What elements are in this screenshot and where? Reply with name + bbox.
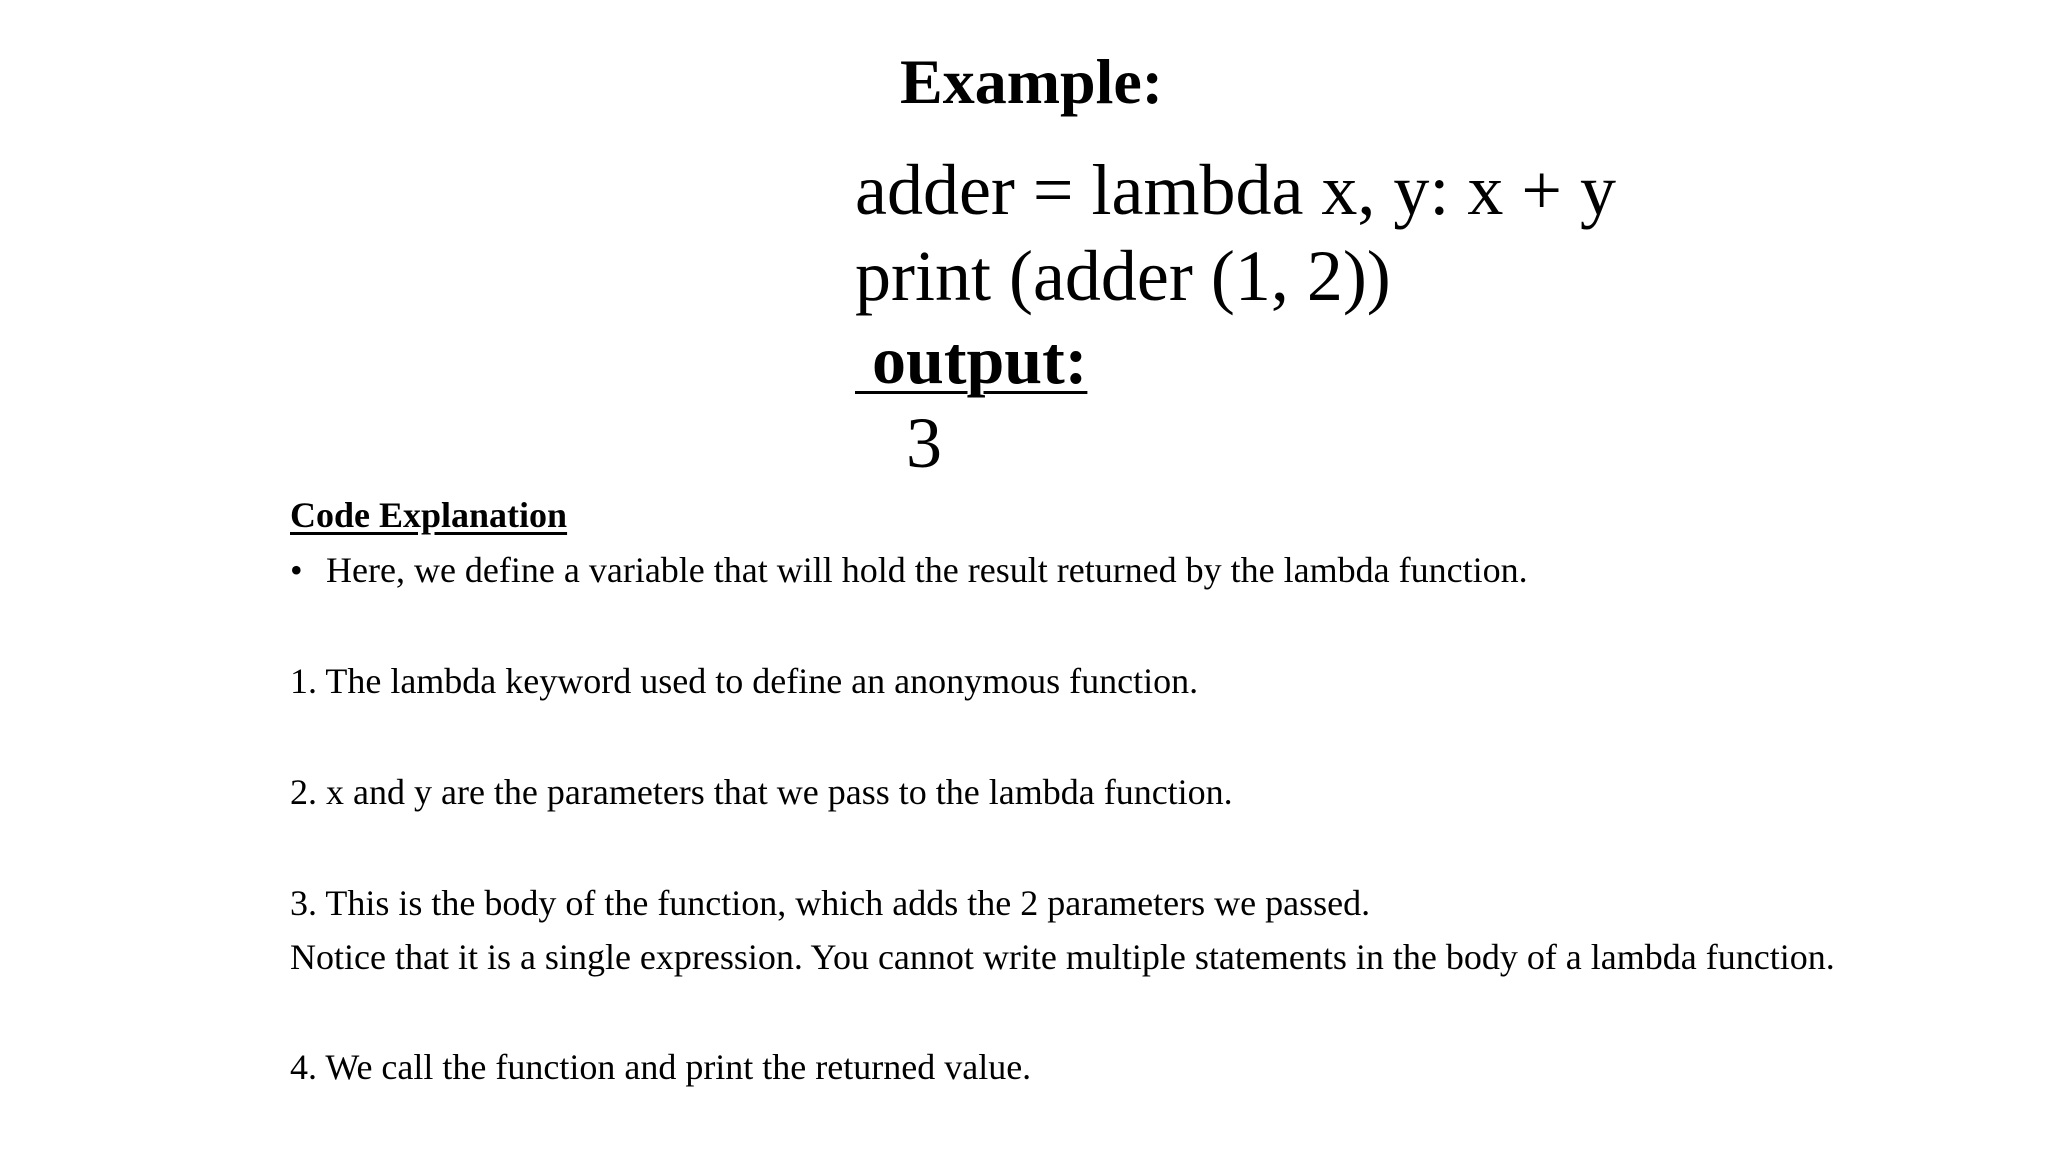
output-label: output: (855, 322, 1088, 398)
explanation-item-3: 3. This is the body of the function, which adds the 2 parameters we passed. (290, 883, 1371, 923)
code-explanation-heading: Code Explanation (290, 495, 568, 535)
output-value: 3 (906, 403, 942, 483)
code-line-adder-definition: adder = lambda x, y: x + y (855, 150, 1617, 230)
bullet-icon: • (290, 550, 303, 590)
explanation-item-4: 4. We call the function and print the returned value. (290, 1047, 1032, 1087)
explanation-item-3-note: Notice that it is a single expression. You cannot write multiple statements in the body of a lambda function. (290, 937, 1835, 977)
slide-title: Example: (900, 46, 1164, 117)
code-line-print-call: print (adder (1, 2)) (855, 236, 1391, 316)
explanation-bullet-text: Here, we define a variable that will hold the result returned by the lambda function. (326, 550, 1528, 590)
explanation-item-2: 2. x and y are the parameters that we pass to the lambda function. (290, 772, 1233, 812)
explanation-bullet-item (290, 548, 1528, 592)
explanation-item-1: 1. The lambda keyword used to define an anonymous function. (290, 661, 1199, 701)
